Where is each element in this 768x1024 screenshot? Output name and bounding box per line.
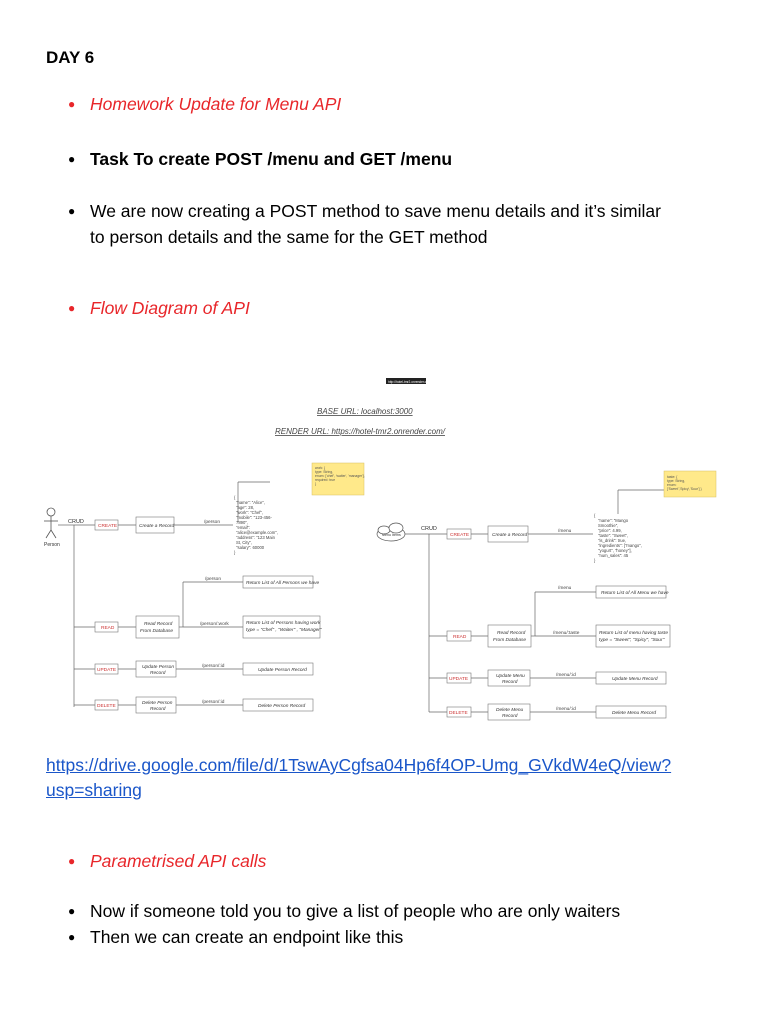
right-delete-box-line2: Record <box>502 714 518 719</box>
page-heading: DAY 6 <box>46 48 95 67</box>
person-json-line: "salary": 60000 <box>236 545 265 550</box>
left-update-box-line1: Update Person <box>142 665 174 670</box>
bullet-waiters <box>66 898 620 924</box>
person-note-line: work: { <box>315 466 326 470</box>
menu-note-line: type: String, <box>667 479 686 483</box>
bullet-homework <box>66 91 341 117</box>
left-result-update: Update Person Record <box>258 668 307 673</box>
right-result-taste-line1: Return List of menu having taste <box>599 631 669 636</box>
right-update-box-line1: Update Menu <box>496 674 525 679</box>
person-note-line: } <box>315 482 317 486</box>
right-edge-menu: /menu <box>558 529 572 534</box>
bullet-description-line2: to person details and the same for the GET method <box>90 227 488 247</box>
bullet-dot-icon: ● <box>68 301 76 315</box>
bullet-flow-diagram <box>66 295 250 321</box>
right-result-taste-line2: type = "Sweet", "Spicy", "Sour" <box>599 638 665 643</box>
bullet-dot-icon: ● <box>68 152 76 166</box>
person-json-line: "work": "Chef", <box>236 510 264 515</box>
right-delete-box-line1: Delete Menu <box>496 708 524 713</box>
drive-link-line2[interactable]: usp=sharing <box>46 780 142 800</box>
left-update-box-line2: Record <box>150 671 166 676</box>
left-edge-person-read: /person <box>205 577 221 582</box>
right-read-box-line2: From Database <box>493 638 527 643</box>
person-json-line: { <box>234 495 236 500</box>
right-create-label: CREATE <box>450 533 470 538</box>
diagram-top-label: http://hotel-tmr2.onrender.com <box>388 380 431 384</box>
render-url-text: RENDER URL: https://hotel-tmr2.onrender.com/ <box>275 427 445 436</box>
bullet-dot-icon: ● <box>68 204 76 218</box>
menu-json-line: "name": "Mango <box>598 518 629 523</box>
bullet-parametrised <box>66 848 266 874</box>
left-create-box: Create a Record <box>139 524 175 529</box>
bullet-dot-icon: ● <box>68 930 76 944</box>
left-delete-box-line1: Delete Person <box>142 701 173 706</box>
menu-json-line: "taste": "Sweet", <box>598 533 629 538</box>
right-edge-delete: /menu/:id <box>556 707 576 712</box>
api-flow-diagram <box>38 372 728 724</box>
menu-cloud-icon <box>377 523 405 541</box>
person-note-line: type: String, <box>315 470 334 474</box>
person-json-line: "mobile": "123-456- <box>236 515 272 520</box>
menu-json-line: { <box>594 513 596 518</box>
left-edge-delete: /person/:id <box>202 700 225 705</box>
left-read-box-line2: From Database <box>140 629 174 634</box>
bullet-dot-icon: ● <box>68 904 76 918</box>
drive-link-line1[interactable]: https://drive.google.com/file/d/1TswAyCgfsa04Hp6f4OP-Umg_GVkdW4eQ/view? <box>46 755 672 775</box>
left-create-label: CREATE <box>98 524 118 529</box>
left-edge-update: /person/:id <box>202 664 225 669</box>
right-read-label: READ <box>453 635 467 640</box>
person-json-line: "alice@example.com", <box>236 530 278 535</box>
person-json-line: "age": 28, <box>236 505 255 510</box>
right-edge-taste: /menu/:taste <box>553 631 580 636</box>
right-result-delete: Delete Menu Record <box>612 711 656 716</box>
left-delete-box-line2: Record <box>150 707 166 712</box>
left-result-work-line1: Return List of Persons having work <box>246 621 321 626</box>
left-result-work-line2: type = "Chef" , "Waiter" , "Manager" <box>246 628 322 633</box>
left-update-label: UPDATE <box>97 668 117 673</box>
right-delete-label: DELETE <box>449 711 468 716</box>
menu-json-line: Smoothie", <box>598 523 619 528</box>
right-result-update: Update Menu Record <box>612 677 658 682</box>
person-json-line: "email": <box>236 525 251 530</box>
left-crud-label: CRUD <box>68 519 84 525</box>
person-actor-icon <box>44 508 58 538</box>
base-url-text: BASE URL: localhost:3000 <box>317 407 413 416</box>
menu-json-line: } <box>594 558 596 563</box>
menu-note-line: ['Sweet','Spicy','Sour'] } <box>667 487 702 491</box>
person-note-line: required: true <box>315 478 336 482</box>
menu-json-line: "yogurt", "honey"], <box>598 548 632 553</box>
bullet-description <box>66 198 661 250</box>
right-create-box: Create a Record <box>492 533 528 538</box>
menu-json-line: "is_drink": true, <box>598 538 627 543</box>
left-edge-worktype: /person/:work <box>200 622 229 627</box>
person-json-line: 7890", <box>236 520 248 525</box>
bullet-parametrised-text: Parametrised API calls <box>90 851 267 871</box>
bullet-description-line1: We are now creating a POST method to save menu details and it’s similar <box>90 201 661 221</box>
menu-json-line: "price": 4.99, <box>598 528 622 533</box>
left-edge-person: /person <box>204 520 220 525</box>
left-read-label: READ <box>101 626 115 631</box>
left-delete-label: DELETE <box>97 704 116 709</box>
menu-note-line: taste: { <box>667 475 678 479</box>
menu-actor-label: Menu Items <box>382 533 401 537</box>
left-read-box-line1: Read Record <box>144 622 173 627</box>
person-note-line: enum: ['chef', 'waiter', 'manager'], <box>315 474 365 478</box>
right-update-box-line2: Record <box>502 680 518 685</box>
bullet-task <box>66 146 452 172</box>
right-edge-update: /menu/:id <box>556 673 576 678</box>
menu-json-line: "num_sales": 45 <box>598 553 629 558</box>
menu-note-line: enum: <box>667 483 677 487</box>
person-json-line: St, City", <box>236 540 253 545</box>
person-json-line: } <box>234 550 236 555</box>
person-json-line: "name": "Alice", <box>236 500 265 505</box>
bullet-endpoint-text: Then we can create an endpoint like this <box>90 927 404 947</box>
left-result-all: Return List of All Persons we have <box>246 581 320 586</box>
right-crud-label: CRUD <box>421 526 437 532</box>
bullet-dot-icon: ● <box>68 854 76 868</box>
bullet-endpoint <box>66 924 403 950</box>
right-result-all: Return List of All Menu we have <box>601 591 669 596</box>
drive-link[interactable] <box>46 753 671 803</box>
bullet-waiters-text: Now if someone told you to give a list of people who are only waiters <box>90 901 621 921</box>
right-read-box-line1: Read Record <box>497 631 526 636</box>
bullet-task-text: Task To create POST /menu and GET /menu <box>90 149 453 169</box>
person-json-line: "address": "123 Main <box>236 535 275 540</box>
right-update-label: UPDATE <box>449 677 469 682</box>
bullet-flow-text: Flow Diagram of API <box>90 298 250 318</box>
person-actor-label: Person <box>44 542 60 548</box>
left-result-delete: Delete Person Record <box>258 704 306 709</box>
bullet-homework-text: Homework Update for Menu API <box>90 94 342 114</box>
bullet-dot-icon: ● <box>68 97 76 111</box>
menu-json-line: "ingredients": ["mango", <box>598 543 642 548</box>
right-edge-menu-read: /menu <box>558 586 572 591</box>
